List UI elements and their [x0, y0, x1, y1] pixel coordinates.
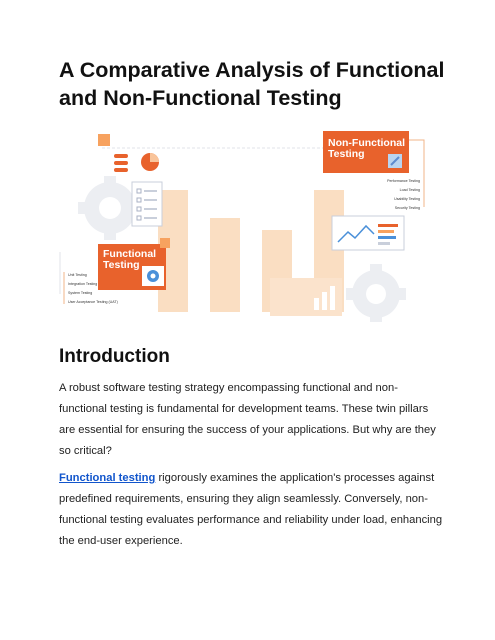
nonfunctional-item: Security Testing	[394, 206, 420, 210]
intro-paragraph: A robust software testing strategy encompassing functional and non-functional testing is fundamental for development teams. These twin pillars are essential for ensuring the success of your applications. But why are they so critical?	[59, 382, 436, 457]
orange-square-icon	[98, 134, 110, 146]
nonfunctional-title-line1: Non-Functional	[328, 137, 405, 149]
page-title: A Comparative Analysis of Functional and Non-Functional Testing	[59, 58, 445, 110]
functional-title-line2: Testing	[103, 259, 140, 271]
functional-item: Unit Testing	[68, 273, 87, 277]
functional-title-line1: Functional	[103, 248, 157, 260]
functional-testing-link[interactable]: Functional testing	[59, 472, 156, 484]
nonfunctional-item: Usability Testing	[394, 197, 420, 201]
functional-item: Integration Testing	[68, 282, 98, 286]
nonfunctional-testing-card	[323, 131, 409, 173]
menu-pie-icon	[114, 153, 159, 172]
intro-paragraph-2-text: rigorously examines the application's processes against predefined requirements, ensuring they align seamlessly. Conversely, non-functional testing evaluates performance and reliability under load, enhancing the end-user experience.	[59, 472, 443, 547]
bar-chart-icon	[270, 278, 342, 316]
nonfunctional-list	[387, 179, 420, 210]
checklist-icon	[132, 182, 162, 226]
hero-illustration	[58, 126, 438, 322]
nonfunctional-item: Load Testing	[399, 188, 420, 192]
line-chart-icon	[332, 216, 404, 250]
gear-icon	[142, 266, 164, 286]
intro-paragraph-2	[59, 468, 444, 552]
functional-item: User Acceptance Testing (UAT)	[68, 300, 118, 304]
nonfunctional-title-line2: Testing	[328, 148, 365, 160]
functional-testing-card	[98, 238, 170, 290]
section-heading-introduction: Introduction	[59, 346, 170, 367]
functional-item: System Testing	[68, 291, 93, 295]
nonfunctional-item: Performance Testing	[387, 179, 420, 183]
